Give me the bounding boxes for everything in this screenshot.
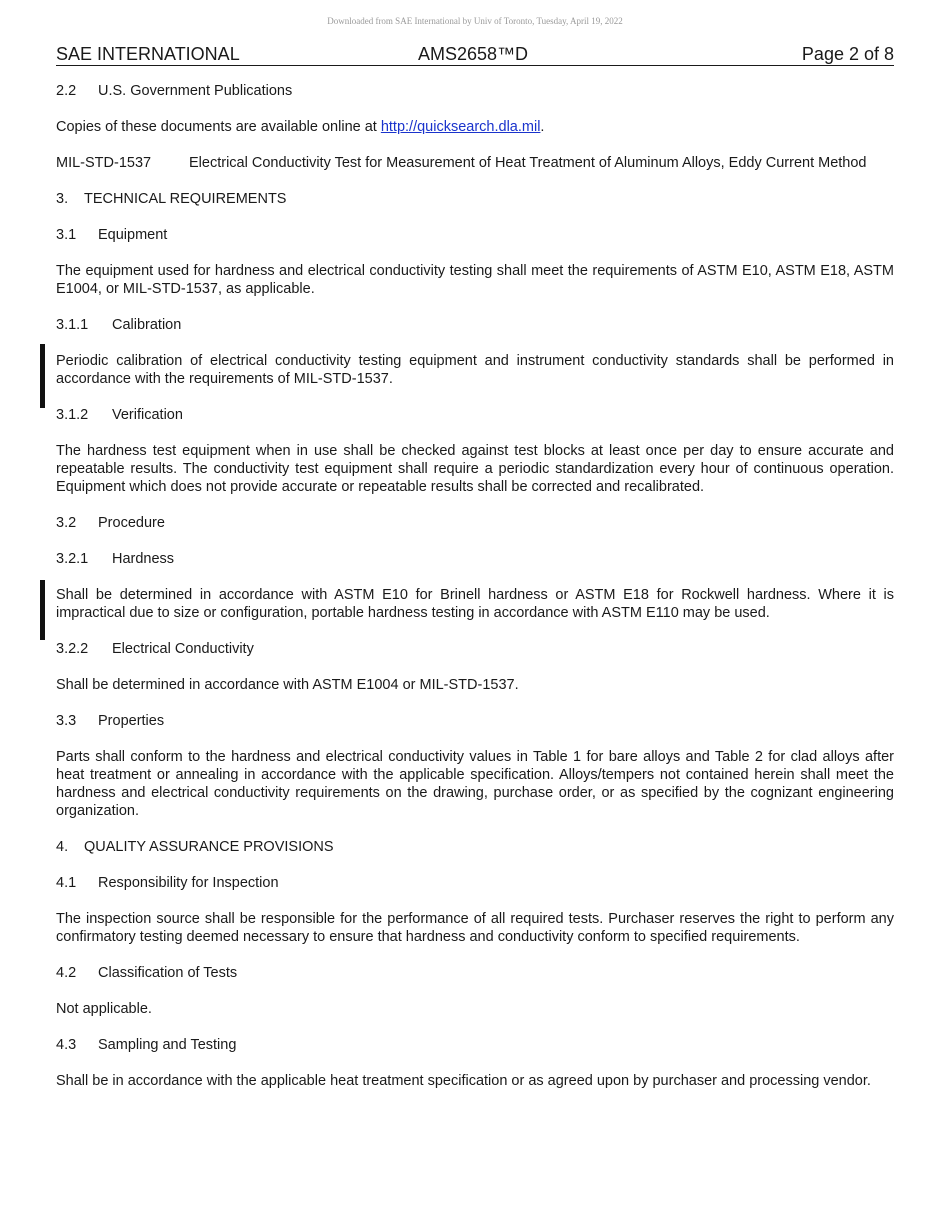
section-title: Sampling and Testing	[98, 1037, 237, 1053]
section-title: U.S. Government Publications	[98, 83, 293, 99]
section-title: Electrical Conductivity	[112, 641, 254, 657]
section-heading	[56, 550, 894, 568]
copies-text: Copies of these documents are available online at	[56, 119, 381, 135]
section-title: Responsibility for Inspection	[98, 875, 279, 891]
paragraph: Parts shall conform to the hardness and electrical conductivity values in Table 1 for bare alloys and Table 2 for clad alloys after heat treatment or annealing in accordance with the applicable specification. Alloys/tempers not contained herein shall meet the hardness and electrical conductivity requirements on the drawing, purchase order, or as specified by the cognizant engineering organization.	[56, 749, 894, 819]
header-page-number: Page 2 of 8	[801, 44, 894, 64]
paragraph: The inspection source shall be responsible for the performance of all required tests. Purchaser reserves the right to perform any confirmatory testing deemed necessary to ensure that hardness and conductivity conform to specified requirements.	[56, 911, 894, 945]
document-body	[56, 82, 894, 1108]
section-number: 3.1.2	[56, 407, 89, 423]
section-number: 3.2.2	[56, 641, 89, 657]
paragraph: Periodic calibration of electrical conductivity testing equipment and instrument conductivity standards shall be performed in accordance with the requirements of MIL-STD-1537.	[56, 353, 894, 387]
section-title: Classification of Tests	[98, 965, 238, 981]
section-heading	[56, 226, 894, 244]
paragraph: The equipment used for hardness and electrical conductivity testing shall meet the requirements of ASTM E10, ASTM E18, ASTM E1004, or MIL-STD-1537, as applicable.	[56, 263, 894, 297]
paragraph	[56, 118, 894, 136]
download-watermark: Downloaded from SAE International by Univ of Toronto, Tuesday, April 19, 2022	[327, 16, 623, 26]
section-heading	[56, 514, 894, 532]
section-title: Procedure	[98, 515, 165, 531]
section-number: 3.	[56, 191, 69, 207]
section-number: 3.1	[56, 227, 77, 243]
section-title: Equipment	[98, 227, 168, 243]
reference-description: Electrical Conductivity Test for Measurement of Heat Treatment of Aluminum Alloys, Eddy Current Method	[189, 155, 867, 171]
section-number: 2.2	[56, 83, 77, 99]
paragraph: Shall be in accordance with the applicable heat treatment specification or as agreed upon by purchaser and processing vendor.	[56, 1073, 871, 1089]
section-heading	[56, 964, 894, 982]
paragraph: Not applicable.	[56, 1001, 152, 1017]
section-number: 3.2.1	[56, 551, 89, 567]
reference-code: MIL-STD-1537	[56, 155, 152, 171]
section-number: 4.1	[56, 875, 77, 891]
section-heading	[56, 640, 894, 658]
section-heading	[56, 82, 894, 100]
section-number: 4.	[56, 839, 69, 855]
section-number: 4.3	[56, 1037, 77, 1053]
section-title: Calibration	[112, 317, 182, 333]
copies-end: .	[540, 119, 545, 135]
revision-change-bar	[40, 344, 45, 408]
section-heading	[56, 406, 894, 424]
page-header	[56, 44, 894, 66]
section-heading	[56, 874, 894, 892]
header-org: SAE INTERNATIONAL	[56, 44, 240, 64]
section-title: Hardness	[112, 551, 175, 567]
section-number: 3.3	[56, 713, 77, 729]
reference-entry	[56, 154, 894, 172]
section-heading	[56, 1036, 894, 1054]
section-heading	[56, 838, 894, 856]
section-title: QUALITY ASSURANCE PROVISIONS	[84, 839, 334, 855]
quicksearch-link[interactable]: http://quicksearch.dla.mil	[380, 119, 541, 135]
section-title: Properties	[98, 713, 165, 729]
paragraph: Shall be determined in accordance with ASTM E10 for Brinell hardness or ASTM E18 for Rockwell hardness. Where it is impractical due to size or configuration, portable hardness testing in accordance with ASTM E110 may be used.	[56, 587, 894, 621]
header-doc-id: AMS2658™D	[418, 44, 529, 64]
section-title: TECHNICAL REQUIREMENTS	[84, 191, 287, 207]
section-number: 4.2	[56, 965, 77, 981]
section-heading	[56, 712, 894, 730]
section-heading	[56, 316, 894, 334]
section-heading	[56, 190, 894, 208]
section-number: 3.2	[56, 515, 77, 531]
section-number: 3.1.1	[56, 317, 89, 333]
revision-change-bar	[40, 580, 45, 640]
paragraph: Shall be determined in accordance with ASTM E1004 or MIL-STD-1537.	[56, 677, 519, 693]
paragraph: The hardness test equipment when in use shall be checked against test blocks at least once per day to ensure accurate and repeatable results. The conductivity test equipment shall require a periodic standardization every hour of continuous operation. Equipment which does not provide accurate or repeatable results shall be corrected and recalibrated.	[56, 443, 894, 495]
section-title: Verification	[112, 407, 183, 423]
